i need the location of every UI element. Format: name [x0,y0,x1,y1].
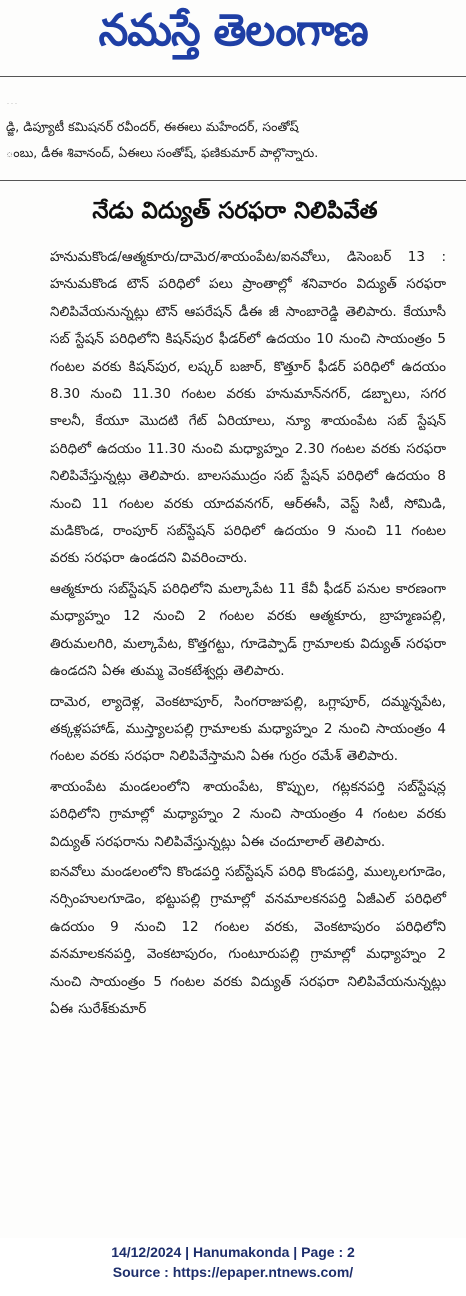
masthead-divider [0,76,466,77]
footer-date-edition-page: 14/12/2024 | Hanumakonda | Page : 2 [111,1244,355,1260]
masthead-title: నమస్తే తెలంగాణ [98,5,368,56]
article-paragraph-4: శాయంపేట మండలంలోని శాయంపేట, కొప్పుల, గట్లకనపర్తి సబ్‌స్టేషన్ల పరిధిలోని గ్రామాల్లో మధ్యాహ్నం 2 నుంచి సాయంత్రం 4 గంటల వరకు విద్యుత్ సరఫరాను నిలిపివేస్తున్నట్లు ఏఈ చందూలాల్ తెలిపారు. [50,778,446,850]
article-divider [0,180,466,181]
footer-source-link[interactable]: Source : https://epaper.ntnews.com/ [112,1264,354,1280]
previous-article-line-3: ంబు, డీఈ శివానంద్, ఏఈలు సంతోష్, ఫణికుమార్ పాల్గొన్నారు. [6,145,319,160]
source-footer [0,1238,466,1296]
article-paragraph-2: ఆత్మకూరు సబ్‌స్టేషన్ పరిధిలోని మల్కాపేట 11 కేవీ ఫీడర్ పనుల కారణంగా మధ్యాహ్నం 12 నుంచి 2 గంటల వరకు ఆత్మకూరు, బ్రాహ్మణపల్లి, తిరుమలగిరి, మల్కాపేట, కొత్తగట్టు, గూడెప్పాడ్ గ్రామాలకు విద్యుత్ సరఫరా ఉండదని ఏఈ తుమ్మ వెంకటేశ్వర్లు తెలిపారు. [50,580,446,680]
article-paragraph-1: హనుమకొండ/ఆత్మకూరు/దామెర/శాయంపేట/ఐనవోలు, డిసెంబర్ 13 : హనుమకొండ టౌన్ పరిధిలో పలు ప్రాంతాల్లో శనివారం విద్యుత్ సరఫరా నిలిపివేయనున్నట్లు టౌన్ ఆపరేషన్ డీఈ జీ సాంబారెడ్డి తెలిపారు. కేయూసీ సబ్ స్టేషన్ పరిధిలోని కిషన్‌పుర ఫీడర్‌లో ఉదయం 10 నుంచి సాయంత్రం 5 గంటల వరకు కిషన్‌పుర, లష్కర్ బజార్, కొత్తూర్ ఫీడర్ పరిధిలో ఉదయం 8.30 నుంచి 11.30 గంటల వరకు హనుమాన్‌నగర్, డబ్బాలు, సగర కాలనీ, కేయూ మొదటి గేట్ ఏరియాలు, న్యూ శాయంపేట సబ్ స్టేషన్ పరిధిలో ఉదయం 11.30 నుంచి మధ్యాహ్నం 2.30 గంటల వరకు సరఫరా నిలిపివేస్తున్నట్లు తెలిపారు. బాలసముద్రం సబ్ స్టేషన్ పరిధిలో ఉదయం 8 నుంచి 11 గంటల వరకు యాదవనగర్, ఆర్‌ఈసీ, వెస్ట్ సిటీ, సోమిడి, మడికొండ, రాంపూర్ సబ్‌స్టేషన్ పరిధిలో ఉదయం 9 నుంచి 11 గంటల వరకు సరఫరా ఉండదని వివరించారు. [50,249,446,567]
previous-article-line-1: ... [6,93,18,104]
previous-article-line-2: డ్జి, డిప్యూటీ కమిషనర్ రవీందర్, ఈఈలు మహేందర్, సంతోష్ [6,119,299,134]
article-paragraph-3: దామెర, ల్యాదెళ్ల, వెంకటాపూర్, సింగరాజుపల్లి, ఒగ్లాపూర్, దమ్మన్నపేట, తక్కళ్లపహాడ్, ముస్త్యాలపల్లి గ్రామాలకు మధ్యాహ్నం 2 నుంచి సాయంత్రం 4 గంటల వరకు సరఫరా నిలిపివేస్తామని ఏఈ గుర్రం రమేశ్ తెలిపారు. [50,693,446,765]
article-headline: నేడు విద్యుత్ సరఫరా నిలిపివేత [92,198,378,224]
masthead [0,0,466,72]
article-body [50,244,446,1026]
article-paragraph-5: ఐనవోలు మండలంలోని కొండపర్తి సబ్‌స్టేషన్ పరిధి కొండపర్తి, ముల్కలగూడెం, నర్సింహులగూడెం, భట్టుపల్లి గ్రామాల్లో వనమాలకనపర్తి ఏజీఎల్ పరిధిలో ఉదయం 9 నుంచి 12 గంటల వరకు, వెంకటాపురం పరిధిలోని వనమాలకనపర్తి, వెంకటాపురం, గుంటూరుపల్లి గ్రామాల్లో మధ్యాహ్నం 2 నుంచి సాయంత్రం 5 గంటల వరకు విద్యుత్ సరఫరా నిలిపివేయనున్నట్లు ఏఈ సురేశ్‌కుమార్ [50,863,446,1017]
